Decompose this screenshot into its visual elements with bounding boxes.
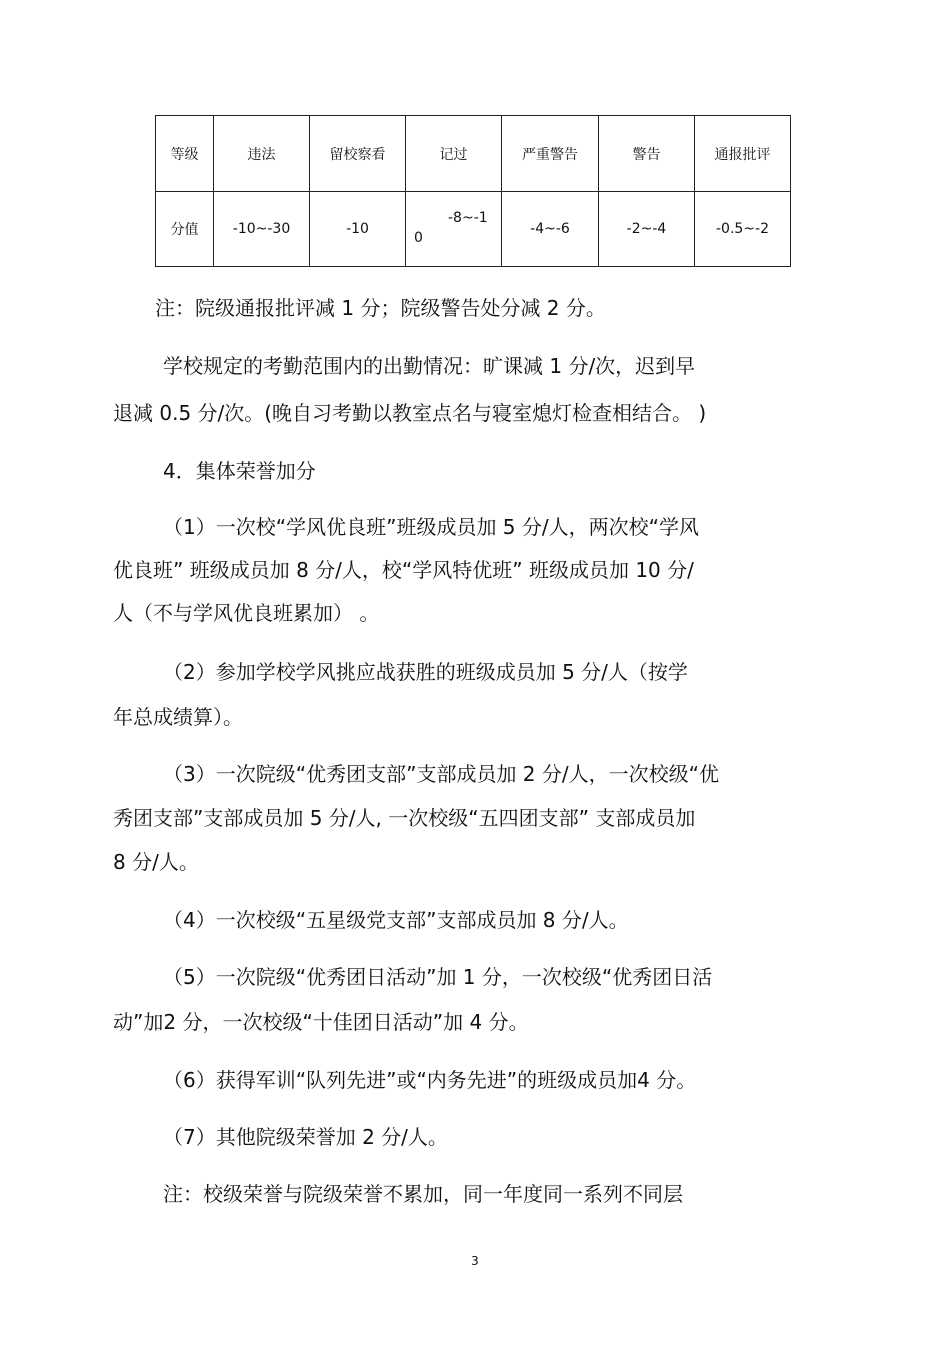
paragraph-line: （1）一次校“学风优良班”班级成员加 5 分/人，两次校“学风	[163, 515, 699, 539]
header-cell: 严重警告	[502, 116, 599, 192]
paragraph-line: 人（不与学风优良班累加） 。	[113, 601, 380, 625]
paragraph-line: 学校规定的考勤范围内的出勤情况：旷课减 1 分/次，迟到早	[163, 354, 696, 378]
paragraph-line: 8 分/人。	[113, 850, 199, 874]
value-cell: -4~-6	[502, 192, 599, 267]
paragraph-line: （2）参加学校学风挑应战获胜的班级成员加 5 分/人（按学	[163, 660, 688, 684]
value-cell-line: 0	[414, 230, 423, 246]
paragraph-line: 退减 0.5 分/次。(晚自习考勤以教室点名与寝室熄灯检查相结合。 )	[113, 401, 707, 425]
value-cell: -0.5~-2	[695, 192, 791, 267]
value-cell: -10	[310, 192, 406, 267]
paragraph-line: （6）获得军训“队列先进”或“内务先进”的班级成员加4 分。	[163, 1068, 697, 1092]
paragraph-line: （4）一次校级“五星级党支部”支部成员加 8 分/人。	[163, 908, 629, 932]
paragraph-line: 动”加2 分，一次校级“十佳团日活动”加 4 分。	[113, 1010, 529, 1034]
note-line: 注：院级通报批评减 1 分；院级警告处分减 2 分。	[155, 296, 606, 320]
value-cell-wrapped	[406, 192, 501, 266]
header-cell: 警告	[599, 116, 695, 192]
paragraph-line: （3）一次院级“优秀团支部”支部成员加 2 分/人，一次校级“优	[163, 762, 719, 786]
paragraph-line: 优良班” 班级成员加 8 分/人，校“学风特优班” 班级成员加 10 分/	[113, 558, 694, 582]
value-cell: -2~-4	[599, 192, 695, 267]
value-cell	[406, 192, 502, 267]
page-number: 3	[471, 1254, 479, 1268]
header-cell: 等级	[156, 116, 214, 192]
header-cell: 记过	[406, 116, 502, 192]
value-cell-line: -8~-1	[448, 210, 488, 226]
table-value-row	[156, 192, 791, 267]
penalty-score-table	[155, 115, 791, 267]
paragraph-line: 秀团支部”支部成员加 5 分/人, 一次校级“五四团支部” 支部成员加	[113, 806, 696, 830]
header-cell: 违法	[214, 116, 310, 192]
paragraph-line: （7）其他院级荣誉加 2 分/人。	[163, 1125, 448, 1149]
value-label-cell: 分值	[156, 192, 214, 267]
paragraph-line: 年总成绩算）。	[113, 705, 243, 729]
header-cell: 留校察看	[310, 116, 406, 192]
value-cell: -10~-30	[214, 192, 310, 267]
header-cell: 通报批评	[695, 116, 791, 192]
note-line: 注：校级荣誉与院级荣誉不累加，同一年度同一系列不同层	[163, 1182, 683, 1206]
table-header-row	[156, 116, 791, 192]
section-heading: 4．集体荣誉加分	[163, 459, 316, 483]
paragraph-line: （5）一次院级“优秀团日活动”加 1 分，一次校级“优秀团日活	[163, 965, 713, 989]
